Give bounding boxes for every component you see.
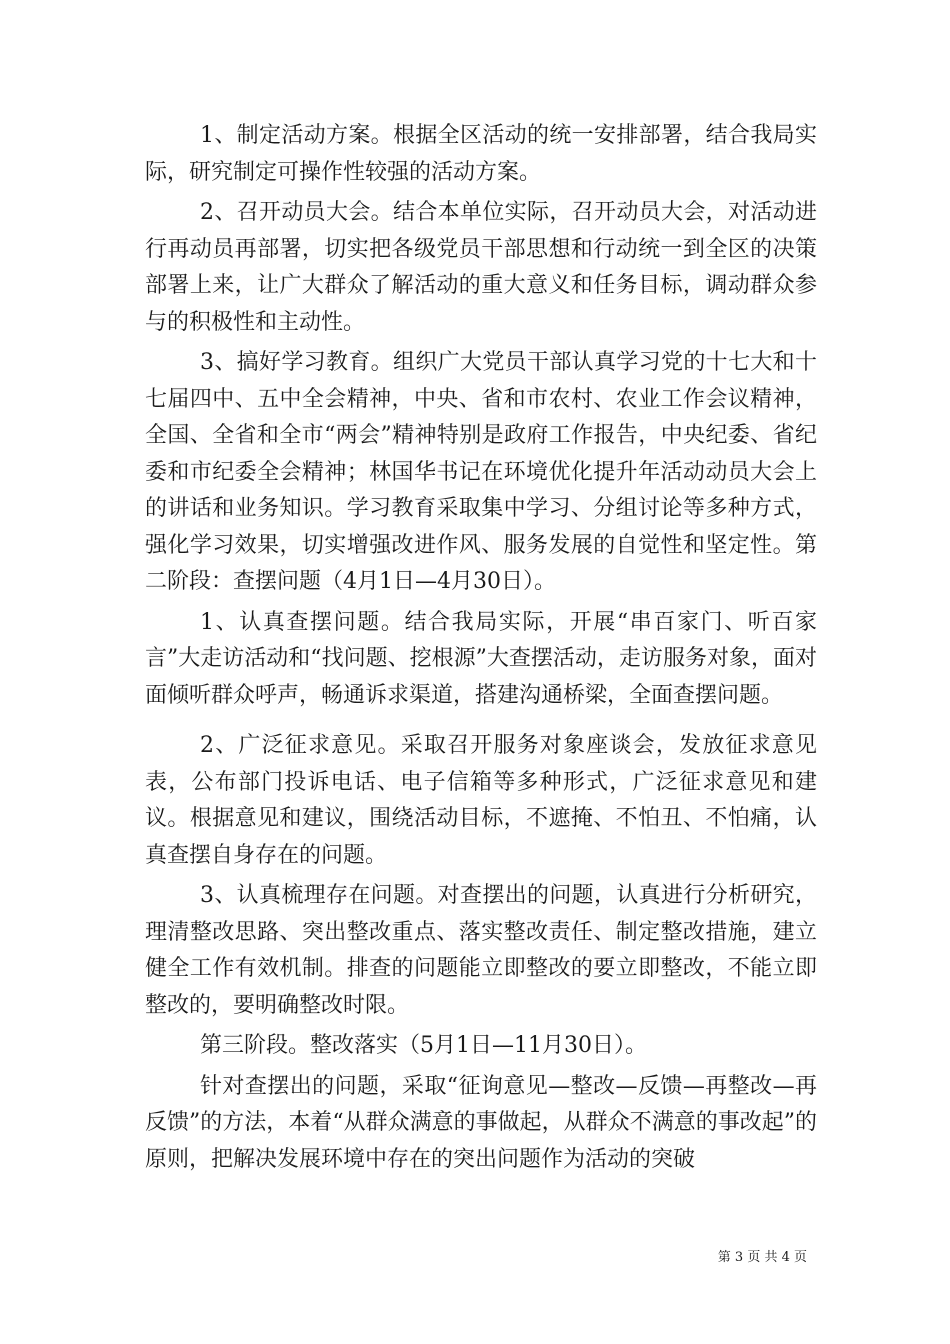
paragraph-solicit-opinions: 2、广泛征求意见。采取召开服务对象座谈会，发放征求意见表，公布部门投诉电话、电子信箱等多种形式，广泛征求意见和建议。根据意见和建议，围绕活动目标，不遮掩、不怕丑、不怕痛，认真查摆自身存在的问题。 <box>145 733 817 868</box>
paragraph-study-education: 3、搞好学习教育。组织广大党员干部认真学习党的十七大和十七届四中、五中全会精神，中央、省和市农村、农业工作会议精神，全国、全省和全市“两会”精神特别是政府工作报告，中央纪委、省纪委和市纪委全会精神；林国华书记在环境优化提升年活动动员大会上的讲话和业务知识。学习教育采取集中学习、分组讨论等多种方式，强化学习效果，切实增强改进作风、服务发展的自觉性和坚定性。第二阶段：查摆问题（4月1日—4月30日）。 <box>145 350 817 594</box>
paragraph-stage-three-heading: 第三阶段。整改落实（5月1日—11月30日）。 <box>200 1033 647 1058</box>
paragraph-mobilization-meeting: 2、召开动员大会。结合本单位实际，召开动员大会，对活动进行再动员再部署，切实把各级党员干部思想和行动统一到全区的决策部署上来，让广大群众了解活动的重大意义和任务目标，调动群众参与的积极性和主动性。 <box>145 200 817 335</box>
paragraph-rectification-method: 针对查摆出的问题，采取“征询意见—整改—反馈—再整改—再反馈”的方法，本着“从群众满意的事做起，从群众不满意的事改起”的原则，把解决发展环境中存在的突出问题作为活动的突破 <box>145 1073 817 1172</box>
document-body <box>145 118 817 1182</box>
paragraph-find-problems: 1、认真查摆问题。结合我局实际，开展“串百家门、听百家言”大走访活动和“找问题、挖根源”大查摆活动，走访服务对象，面对面倾听群众呼声，畅通诉求渠道，搭建沟通桥梁，全面查摆问题。 <box>145 609 817 708</box>
page-number-footer: 第 3 页 共 4 页 <box>717 1250 807 1265</box>
paragraph-sort-problems: 3、认真梳理存在问题。对查摆出的问题，认真进行分析研究，理清整改思路、突出整改重点、落实整改责任、制定整改措施，建立健全工作有效机制。排查的问题能立即整改的要立即整改，不能立即整改的，要明确整改时限。 <box>145 883 817 1018</box>
paragraph-make-plan: 1、制定活动方案。根据全区活动的统一安排部署，结合我局实际，研究制定可操作性较强的活动方案。 <box>145 123 817 185</box>
